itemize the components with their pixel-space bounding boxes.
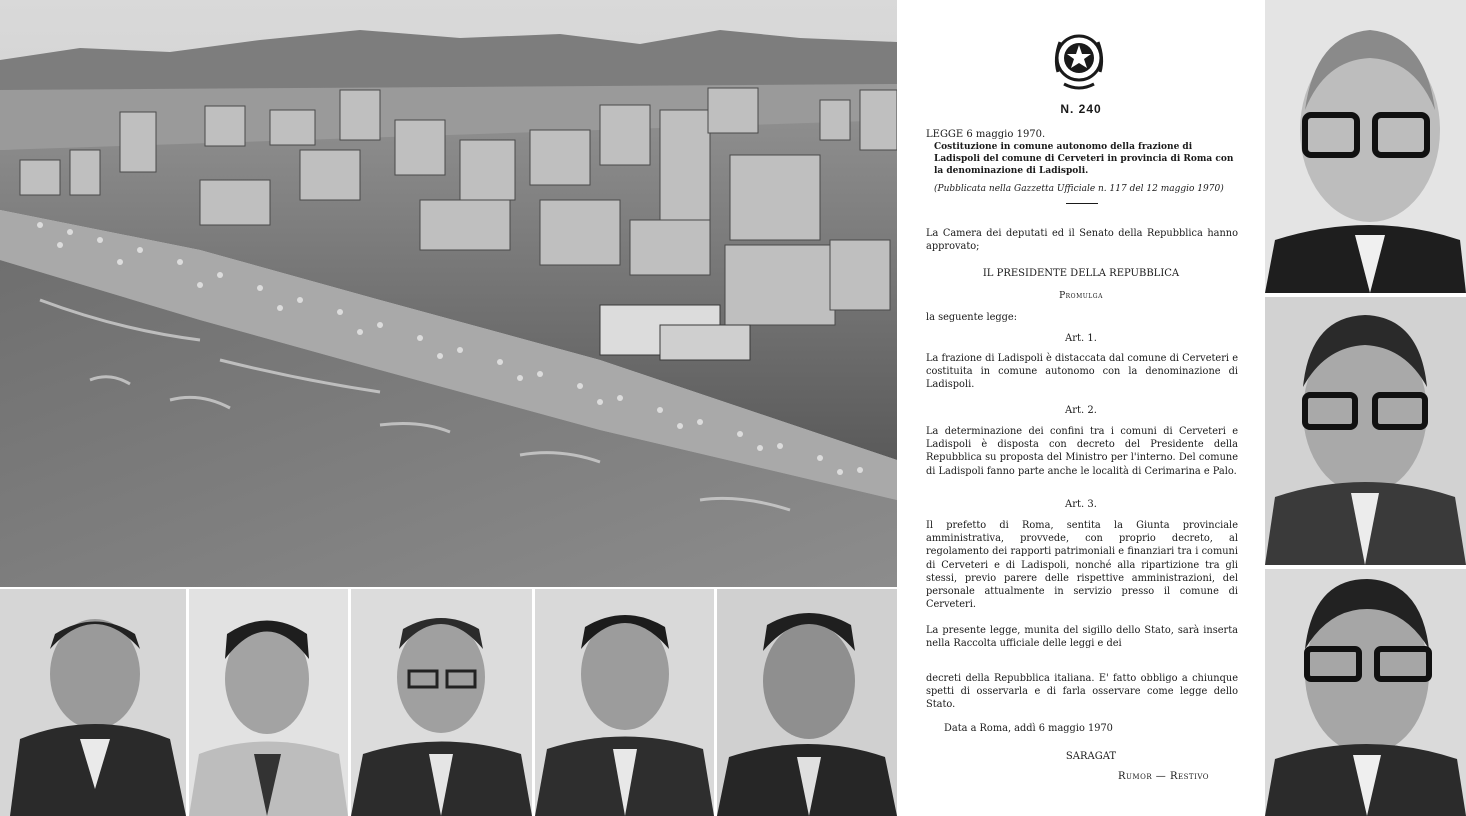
- article-1-text: La frazione di Ladispoli è distaccata dal comune di Cerveteri e costituita in comune autonomo con la denominazione di Ladispoli.: [926, 353, 1238, 391]
- article-2-text: La determinazione dei confini tra i comuni di Cerveteri e Ladispoli è disposta con decreto del Presidente della Repubblica su proposta del Ministro per l'interno. Del comune di Ladispoli fanno parte anche le località di Cerimarina e Palo.: [926, 426, 1238, 477]
- right-portrait-2: [1265, 297, 1466, 565]
- signature-ministers: Rumor — Restivo: [1118, 771, 1210, 782]
- portrait-photo-1: [0, 589, 186, 816]
- intro: la seguente legge:: [926, 312, 1018, 323]
- date-place: Data a Roma, addì 6 maggio 1970: [944, 723, 1113, 734]
- law-summary: Costituzione in comune autonomo della frazione di Ladispoli del comune di Cerveteri in provincia di Roma con la denominazione di Ladispoli.: [934, 142, 1234, 176]
- promulga: Promulga: [1059, 291, 1103, 301]
- law-document: [900, 0, 1262, 816]
- article-2-title: Art. 2.: [1065, 405, 1097, 416]
- portrait-photo-5: [717, 589, 897, 816]
- italian-republic-emblem-icon: [1050, 28, 1108, 94]
- article-3-title: Art. 3.: [1065, 499, 1097, 510]
- signature-president: SARAGAT: [1065, 751, 1117, 762]
- publication-note: (Pubblicata nella Gazzetta Ufficiale n. 117 del 12 maggio 1970): [934, 184, 1224, 194]
- portrait-photo-2: [189, 589, 348, 816]
- portrait-photo-4: [535, 589, 714, 816]
- aerial-photo-graphic: [0, 0, 897, 587]
- separator-line: [1066, 203, 1098, 204]
- closing-paragraph-2: decreti della Repubblica italiana. E' fatto obbligo a chiunque spetti di osservarla e di farla osservare come legge dello Stato.: [926, 673, 1238, 711]
- article-1-title: Art. 1.: [1065, 333, 1097, 344]
- article-3-text: Il prefetto di Roma, sentita la Giunta provinciale amministrativa, provvede, con proprio decreto, al regolamento dei rapporti patrimoniali e finanziari tra i comuni di Cerveteri e di Ladispoli, nonché alla ripartizione tra gli stessi, previo parere delle rispettive amministrazioni, del personale attualmente in servizio presso il comune di Cerveteri.: [926, 520, 1238, 611]
- portrait-photo-3: [351, 589, 532, 816]
- aerial-photo: [0, 0, 897, 587]
- right-portrait-3: [1265, 569, 1466, 816]
- closing-paragraph-1: La presente legge, munita del sigillo dello Stato, sarà inserta nella Raccolta ufficiale delle leggi e dei: [926, 625, 1238, 650]
- law-date: LEGGE 6 maggio 1970.: [926, 129, 1046, 140]
- law-number: N. 240: [1060, 102, 1102, 116]
- right-portrait-1: [1265, 0, 1466, 293]
- president-heading: IL PRESIDENTE DELLA REPUBBLICA: [982, 268, 1180, 279]
- preamble: La Camera dei deputati ed il Senato della Repubblica hanno approvato;: [926, 228, 1238, 253]
